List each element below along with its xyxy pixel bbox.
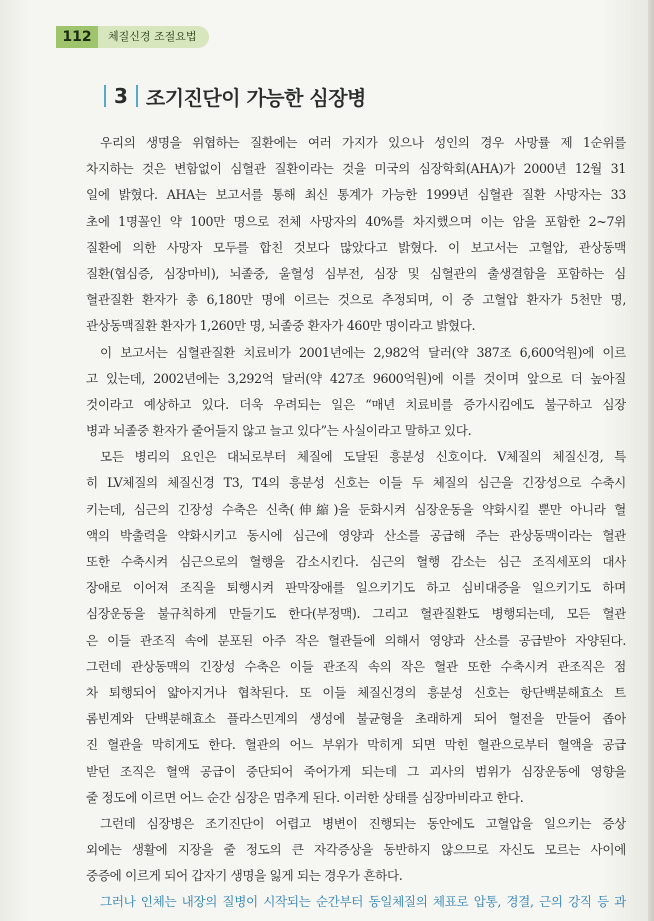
text-line: 것이라고 예상하고 있다. 더욱 우려되는 일은 “매년 치료비를 증가시킴에도 불구하고 심장 [86,396,626,412]
text-line: 혈관질환 환자가 총 6,180만 명에 이르는 것으로 추정되며, 이 중 고혈압 환자가 5천만 명, [86,292,626,308]
text-line: 모든 병리의 요인은 대뇌로부터 체질에 도달된 흥분성 신호이다. V체질의 체질신경, 특 [100,449,626,465]
text-line: 중증에 이르게 되어 갑자기 생명을 잃게 되는 경우가 흔하다. [86,868,403,884]
page-header [0,18,654,58]
text-line: 키는데, 심근의 긴장성 수축은 신축(伸縮)을 둔화시켜 심장운동을 약화시킬 뿐만 아니라 혈 [86,501,626,517]
text-line: 일에 밝혔다. AHA는 보고서를 통해 최신 통계가 가능한 1999년 심혈관 질환 사망자는 33 [86,187,626,203]
text-line: 또한 수축시켜 심근으로의 혈행을 감소시킨다. 심근의 혈행 감소는 심근 조직세포의 대사 [86,554,626,569]
text-line: 그런데 심장병은 조기진단이 어렵고 병변이 진행되는 동안에도 고혈압을 일으키는 증상 [100,815,626,831]
section-number: 3 [114,84,128,108]
section-divider-left [104,85,106,107]
text-line: 받던 조직은 혈액 공급이 중단되어 죽어가게 되는데 그 괴사의 범위가 심장운동에 영향을 [86,763,626,779]
body-text [86,130,626,916]
text-line: 병과 뇌졸중 환자가 줄어들지 않고 늘고 있다”는 사실이라고 말하고 있다. [86,423,472,439]
text-line: 이 보고서는 심혈관질환 치료비가 2001년에는 2,982억 달러(약 387조 6,600억원)에 이르 [100,344,626,360]
text-line: 질환에 의한 사망자 모두를 합친 것보다 많았다고 밝혔다. 이 보고서는 고혈압, 관상동맥 [86,239,626,255]
text-line: 은 이들 관조직 속에 분포된 아주 작은 혈관들에 의해서 영양과 산소를 공급받아 자양된다. [86,632,626,648]
text-line: 관상동맥질환 환자가 1,260만 명, 뇌졸중 환자가 460만 명이라고 밝혔다. [86,318,476,334]
text-line: 액의 박출력을 약화시키고 동시에 심근에 영양과 산소를 공급해 주는 관상동맥이라는 혈관 [86,527,626,543]
text-line: 차지하는 것은 변함없이 심혈관 질환이라는 것을 미국의 심장학회(AHA)가 2000년 12월 31 [86,161,626,177]
text-line: 히 LV체질의 체질신경 T3, T4의 흥분성 신호는 이들 두 체질의 심근을 긴장성으로 수축시 [86,475,626,491]
page-edge-shadow [648,0,654,921]
page-number: 112 [56,26,98,48]
text-line: 초에 1명꼴인 약 100만 명으로 전체 사망자의 40%를 차지했으며 이는 암을 포함한 2~7위 [86,213,626,229]
section-title: 조기진단이 가능한 심장병 [145,85,366,110]
text-line: 심장운동을 불규칙하게 만들기도 한다(부정맥). 그리고 혈관질환도 병행되는데, 모든 혈관 [86,606,626,622]
text-line: 롬빈계와 단백분해효소 플라스민계의 생성에 불균형을 초래하게 되어 혈전을 만들어 좁아 [86,711,626,727]
text-line: 고 있는데, 2002년에는 3,292억 달러(약 427조 9600억원)에 이를 것이며 앞으로 더 높아질 [86,370,626,386]
section-heading [104,80,366,112]
text-line: 진 혈관을 막히게도 한다. 혈관의 어느 부위가 막히게 되면 막힌 혈관으로부터 혈액을 공급 [86,737,626,753]
text-line: 질환(협심증, 심장마비), 뇌졸중, 울혈성 심부전, 심장 및 심혈관의 출생결함을 포함하는 심 [86,265,626,281]
highlighted-text-line: 그러나 인체는 내장의 질병이 시작되는 순간부터 동일체질의 체표로 압통, 경결, 근의 강직 등 과 [100,894,626,910]
section-divider-right [136,85,138,107]
text-line: 차 퇴행되어 얇아지거나 협착된다. 또 이들 체질신경의 흥분성 신호는 항단백분해효소 트 [86,684,626,700]
text-line: 줄 정도에 이르면 어느 순간 심장은 멈추게 된다. 이러한 상태를 심장마비라고 한다. [86,789,524,805]
text-line: 장애로 이어져 조직을 퇴행시켜 판막장애를 일으키기도 하고 심비대증을 일으키기도 하며 [86,580,626,596]
text-line: 그런데 관상동맥의 긴장성 수축은 이들 관조직 속의 작은 혈관 또한 수축시켜 관조직은 점 [86,658,626,674]
text-line: 외에는 생활에 지장을 줄 정도의 큰 자각증상을 동반하지 않으므로 자신도 모르는 사이에 [86,842,626,858]
running-head: 체질신경 조절요법 [98,26,209,48]
text-line: 우리의 생명을 위협하는 질환에는 여러 가지가 있으나 성인의 경우 사망률 제 1순위를 [100,135,626,150]
